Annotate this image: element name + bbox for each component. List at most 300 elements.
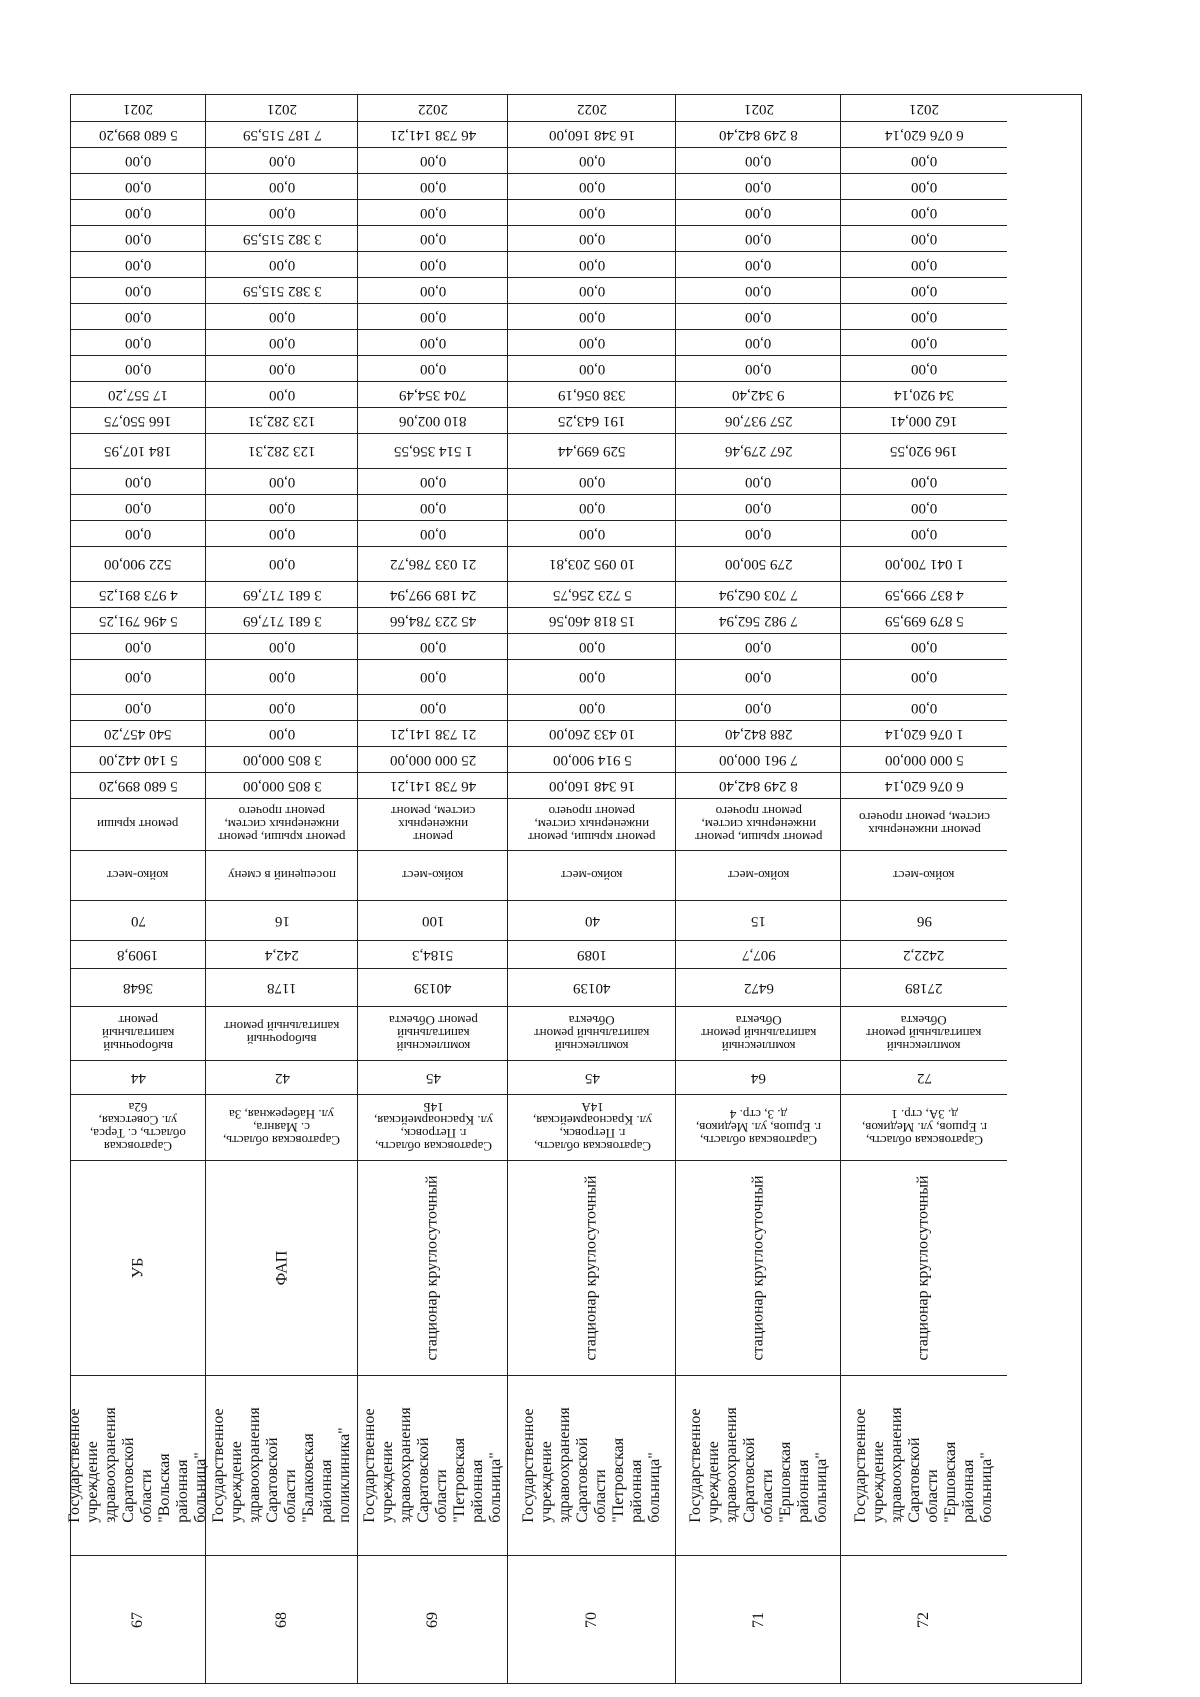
value-cell — [841, 277, 1007, 303]
value-cell — [71, 251, 205, 277]
repair-kind-cell — [206, 798, 358, 850]
value-cell — [676, 355, 841, 381]
value-cell — [71, 659, 205, 694]
value-cell — [358, 381, 508, 407]
value-cell — [71, 407, 205, 433]
value-cell — [71, 720, 205, 746]
value-cell — [676, 147, 841, 173]
value-cell — [206, 468, 358, 494]
value-cell-text: 0,00 — [745, 525, 772, 542]
value-cell-text: 6 076 620,14 — [884, 777, 964, 794]
value-cell — [841, 433, 1007, 468]
repair-kind-cell-text: ремонт крыши, ремонт инженерных систем, ремонт прочего — [528, 803, 656, 845]
value-cell-text: 0,00 — [745, 699, 772, 716]
value-cell — [676, 303, 841, 329]
institution-cell-text: Государственное учреждение здравоохранения Саратовской области "Петровская районная больница" — [360, 1407, 504, 1523]
value-cell-text: 0,00 — [124, 525, 152, 542]
value-cell — [508, 633, 676, 659]
work-kind-cell — [358, 1006, 508, 1060]
capacity-unit-cell-text: койко-мест — [561, 867, 623, 883]
value-cell — [358, 251, 508, 277]
value-cell-text: 21 033 786,72 — [389, 556, 477, 572]
value-cell-text: 0,00 — [910, 525, 938, 542]
value-cell — [358, 581, 508, 607]
value-cell-text: 45 223 784,66 — [389, 612, 477, 629]
value-cell — [206, 433, 358, 468]
value-cell — [676, 225, 841, 251]
capacity-unit-cell — [676, 850, 841, 900]
value-cell — [358, 355, 508, 381]
value-cell — [71, 303, 205, 329]
capacity-cell-text: 70 — [130, 912, 146, 929]
value-cell — [206, 121, 358, 147]
value-cell-text: 0,00 — [268, 308, 296, 325]
value-cell — [508, 546, 676, 581]
value-cell — [841, 225, 1007, 251]
row-number-cell — [676, 1555, 841, 1685]
value-cell — [841, 659, 1007, 694]
value-cell — [841, 407, 1007, 433]
institution-cell-text: Государственное учреждение здравоохранения Саратовской области "Балаковская районная поликлиника" — [209, 1407, 353, 1523]
value-cell — [508, 381, 676, 407]
value-cell — [508, 329, 676, 355]
value-cell — [676, 468, 841, 494]
value-cell-text: 267 279,46 — [724, 443, 793, 459]
value-cell — [71, 633, 205, 659]
object-type-cell — [841, 1160, 1007, 1375]
area-repair-cell-text: 5184,3 — [412, 946, 454, 963]
value-cell-text: 10 433 260,00 — [548, 725, 636, 742]
value-cell — [358, 694, 508, 720]
value-cell-text: 0,00 — [910, 638, 938, 655]
value-cell — [358, 147, 508, 173]
code-cell-text: 72 — [916, 1069, 932, 1086]
value-cell — [676, 251, 841, 277]
value-cell — [508, 303, 676, 329]
value-cell-text: 257 937,06 — [724, 412, 793, 429]
value-cell — [841, 520, 1007, 546]
value-cell-text: 0,00 — [419, 152, 447, 169]
code-cell — [841, 1060, 1007, 1094]
value-cell — [71, 746, 205, 772]
value-cell-text: 5 723 256,75 — [552, 586, 632, 603]
value-cell — [508, 607, 676, 633]
value-cell-text: 0,00 — [745, 256, 772, 273]
value-cell — [206, 251, 358, 277]
value-cell — [841, 468, 1007, 494]
value-cell-text: 5 680 899,20 — [98, 126, 178, 143]
value-cell-text: 0,00 — [124, 473, 152, 490]
value-cell-text: 0,00 — [268, 334, 296, 351]
row-number-cell — [508, 1555, 676, 1685]
value-cell — [71, 546, 205, 581]
code-cell — [206, 1060, 358, 1094]
value-cell-text: 7 703 062,94 — [719, 586, 798, 603]
area-repair-cell-text: 1909,8 — [117, 946, 159, 963]
value-cell-text: 0,00 — [910, 669, 938, 685]
code-cell-text: 44 — [130, 1069, 146, 1086]
value-cell-text: 0,00 — [419, 256, 447, 273]
object-type-cell-text: ФАП — [273, 1250, 290, 1285]
value-cell-text: 166 550,75 — [104, 412, 172, 429]
address-cell-text: Саратовская область, г. Ершов, ул. Медиков, д. 3, стр. 4 — [696, 1106, 821, 1148]
value-cell — [676, 772, 841, 798]
value-cell-text: 16 348 160,00 — [548, 126, 636, 143]
value-cell-text: 5 000 000,00 — [884, 751, 964, 768]
value-cell — [206, 720, 358, 746]
value-cell — [508, 277, 676, 303]
area-total-cell — [841, 968, 1007, 1006]
capacity-cell — [358, 900, 508, 940]
value-cell-text: 0,00 — [578, 230, 606, 247]
capacity-unit-cell-text: койко-мест — [727, 867, 790, 883]
value-cell — [71, 121, 205, 147]
capacity-unit-cell — [206, 850, 358, 900]
value-cell-text: 0,00 — [578, 256, 606, 273]
value-cell-text: 8 249 842,40 — [719, 777, 798, 794]
value-cell — [358, 277, 508, 303]
repair-kind-cell — [358, 798, 508, 850]
value-cell — [841, 381, 1007, 407]
row-number-cell — [358, 1555, 508, 1685]
value-cell-text: 540 457,20 — [104, 725, 172, 742]
table-column-69 — [357, 95, 508, 1683]
value-cell — [206, 581, 358, 607]
value-cell — [508, 659, 676, 694]
value-cell — [206, 694, 358, 720]
value-cell — [206, 147, 358, 173]
value-cell — [71, 433, 205, 468]
value-cell-text: 0,00 — [419, 499, 447, 516]
value-cell — [841, 303, 1007, 329]
row-number-text: 72 — [915, 1612, 932, 1628]
value-cell — [358, 95, 508, 121]
work-kind-cell-text: выборочный капитальный ремонт — [224, 1019, 340, 1047]
capacity-cell — [508, 900, 676, 940]
value-cell — [508, 173, 676, 199]
value-cell — [508, 407, 676, 433]
code-cell — [358, 1060, 508, 1094]
area-repair-cell — [358, 940, 508, 968]
value-cell — [676, 720, 841, 746]
value-cell — [358, 329, 508, 355]
table-column-68 — [205, 95, 358, 1683]
value-cell-text: 0,00 — [910, 152, 938, 169]
address-cell-text: Саратовская область, г. Петровск, ул. Красноармейская, 14Б — [373, 1100, 493, 1154]
value-cell-text: 0,00 — [268, 204, 296, 221]
area-repair-cell-text: 2422,2 — [903, 946, 945, 963]
value-cell-text: 3 382 515,59 — [242, 230, 322, 247]
value-cell-text: 0,00 — [910, 178, 938, 195]
value-cell-text: 3 805 000,00 — [242, 751, 322, 768]
value-cell-text: 25 000 000,00 — [389, 751, 477, 768]
value-cell — [841, 772, 1007, 798]
value-cell-text: 0,00 — [910, 360, 938, 377]
value-cell — [206, 199, 358, 225]
code-cell — [676, 1060, 841, 1094]
value-cell-text: 0,00 — [419, 282, 447, 299]
work-kind-cell-text: комплексный капитальный ремонт Объекта — [866, 1012, 982, 1054]
value-cell-text: 0,00 — [419, 525, 447, 542]
work-kind-cell — [508, 1006, 676, 1060]
value-cell-text: 10 095 203,81 — [548, 556, 636, 572]
repair-kind-cell-text: ремонт инженерных систем, ремонт — [390, 803, 476, 845]
address-cell — [508, 1094, 676, 1160]
object-type-cell-text: стационар круглосуточный — [749, 1174, 767, 1361]
value-cell-text: 0,00 — [578, 525, 606, 542]
repair-kind-cell — [676, 798, 841, 850]
value-cell — [508, 121, 676, 147]
value-cell-text: 0,00 — [578, 499, 606, 516]
value-cell-text: 162 000,41 — [890, 412, 958, 429]
capacity-cell — [71, 900, 205, 940]
value-cell — [206, 95, 358, 121]
value-cell — [841, 581, 1007, 607]
value-cell — [358, 520, 508, 546]
value-cell-text: 0,00 — [419, 230, 447, 247]
repair-kind-cell-text: ремонт крыши — [97, 816, 179, 832]
area-repair-cell-text: 242,4 — [265, 946, 299, 963]
value-cell-text: 5 496 791,25 — [98, 612, 178, 629]
address-cell-text: Саратовская область, г. Ершов, ул. Медиков, д. 3А, стр. 1 — [861, 1106, 987, 1148]
value-cell — [206, 407, 358, 433]
value-cell-text: 0,00 — [124, 230, 152, 247]
value-cell-text: 2022 — [418, 100, 448, 117]
value-cell-text: 46 738 141,21 — [389, 126, 477, 143]
value-cell — [508, 95, 676, 121]
value-cell-text: 1 076 620,14 — [884, 725, 964, 742]
value-cell-text: 0,00 — [578, 473, 606, 490]
value-cell — [358, 659, 508, 694]
area-total-cell-text: 27189 — [905, 979, 943, 996]
value-cell-text: 0,00 — [745, 178, 772, 195]
value-cell — [676, 659, 841, 694]
value-cell — [206, 303, 358, 329]
value-cell — [71, 147, 205, 173]
value-cell-text: 0,00 — [910, 230, 938, 247]
code-cell-text: 64 — [751, 1069, 766, 1086]
value-cell-text: 0,00 — [745, 282, 772, 299]
value-cell-text: 0,00 — [268, 256, 296, 273]
value-cell-text: 0,00 — [578, 669, 606, 685]
value-cell — [676, 581, 841, 607]
area-total-cell — [206, 968, 358, 1006]
value-cell — [676, 433, 841, 468]
value-cell-text: 0,00 — [910, 499, 938, 516]
work-kind-cell — [676, 1006, 841, 1060]
value-cell-text: 0,00 — [419, 178, 447, 195]
work-kind-cell-text: выборочный капитальный ремонт — [101, 1012, 175, 1054]
capacity-cell-text: 96 — [916, 912, 932, 929]
value-cell — [206, 520, 358, 546]
address-cell-text: Саратовская область, с. Маянга, ул. Набережная, 3а — [223, 1106, 341, 1148]
value-cell — [841, 633, 1007, 659]
area-total-cell-text: 40139 — [414, 979, 452, 996]
value-cell-text: 0,00 — [268, 525, 296, 542]
code-cell — [508, 1060, 676, 1094]
code-cell-text: 45 — [425, 1069, 441, 1086]
value-cell — [206, 225, 358, 251]
value-cell — [676, 407, 841, 433]
value-cell-text: 0,00 — [419, 669, 447, 685]
value-cell — [71, 95, 205, 121]
institution-cell — [841, 1375, 1007, 1555]
code-cell — [71, 1060, 205, 1094]
value-cell-text: 8 249 842,40 — [719, 126, 798, 143]
value-cell — [841, 720, 1007, 746]
area-repair-cell — [71, 940, 205, 968]
value-cell — [508, 468, 676, 494]
capacity-unit-cell — [508, 850, 676, 900]
institution-cell — [508, 1375, 676, 1555]
value-cell — [508, 251, 676, 277]
institution-cell — [206, 1375, 358, 1555]
work-kind-cell-text: комплексный капитальный ремонт Объекта — [700, 1012, 817, 1054]
value-cell-text: 0,00 — [268, 725, 296, 742]
value-cell-text: 9 342,40 — [732, 386, 785, 403]
value-cell — [676, 95, 841, 121]
value-cell-text: 704 354,49 — [399, 386, 467, 403]
value-cell — [508, 694, 676, 720]
value-cell-text: 46 738 141,21 — [389, 777, 477, 794]
value-cell-text: 123 282,31 — [248, 412, 316, 429]
value-cell-text: 15 818 460,56 — [548, 612, 636, 629]
value-cell-text: 2021 — [743, 100, 774, 117]
value-cell-text: 0,00 — [745, 360, 772, 377]
value-cell — [508, 746, 676, 772]
value-cell — [841, 199, 1007, 225]
value-cell — [841, 95, 1007, 121]
work-kind-cell-text: комплексный капитальный ремонт Объекта — [388, 1012, 478, 1054]
work-kind-cell-text: комплексный капитальный ремонт Объекта — [534, 1012, 650, 1054]
value-cell — [508, 581, 676, 607]
address-cell — [71, 1094, 205, 1160]
value-cell-text: 0,00 — [419, 473, 447, 490]
value-cell-text: 0,00 — [268, 360, 296, 377]
capacity-unit-cell — [71, 850, 205, 900]
value-cell-text: 0,00 — [578, 308, 606, 325]
value-cell — [676, 746, 841, 772]
value-cell — [71, 607, 205, 633]
value-cell-text: 0,00 — [124, 152, 152, 169]
row-number-text: 70 — [583, 1612, 600, 1628]
area-repair-cell — [676, 940, 841, 968]
object-type-cell — [71, 1160, 205, 1375]
object-type-cell-text: УБ — [128, 1257, 146, 1278]
value-cell-text: 0,00 — [745, 334, 772, 351]
value-cell-text: 0,00 — [268, 152, 296, 169]
institution-cell — [358, 1375, 508, 1555]
value-cell — [841, 147, 1007, 173]
value-cell-text: 810 002,06 — [399, 412, 467, 429]
value-cell-text: 0,00 — [124, 699, 152, 716]
value-cell — [841, 546, 1007, 581]
value-cell — [508, 772, 676, 798]
value-cell-text: 0,00 — [124, 638, 152, 655]
table-column-71 — [675, 95, 841, 1683]
value-cell-text: 24 189 997,94 — [389, 586, 477, 603]
value-cell-text: 0,00 — [910, 256, 938, 273]
value-cell — [71, 355, 205, 381]
value-cell-text: 0,00 — [910, 308, 938, 325]
value-cell-text: 0,00 — [578, 334, 606, 351]
value-cell-text: 0,00 — [268, 638, 296, 655]
value-cell-text: 0,00 — [419, 360, 447, 377]
address-cell-text: Саратовская область, с. Терса, ул. Советская, 62а — [90, 1100, 186, 1154]
value-cell-text: 0,00 — [124, 308, 152, 325]
value-cell — [841, 355, 1007, 381]
object-type-cell-text: стационар круглосуточный — [915, 1174, 932, 1361]
capacity-unit-cell-text: койко-мест — [402, 867, 464, 883]
value-cell — [71, 772, 205, 798]
value-cell-text: 2022 — [577, 100, 607, 117]
object-type-cell-text: стационар круглосуточный — [424, 1174, 441, 1361]
row-number-text: 68 — [273, 1612, 290, 1628]
value-cell — [206, 633, 358, 659]
capacity-cell-text: 16 — [274, 912, 290, 929]
value-cell — [71, 494, 205, 520]
value-cell-text: 0,00 — [910, 473, 938, 490]
value-cell — [71, 694, 205, 720]
value-cell — [206, 494, 358, 520]
value-cell — [206, 772, 358, 798]
value-cell-text: 184 107,95 — [104, 443, 172, 459]
value-cell-text: 0,00 — [745, 230, 772, 247]
value-cell — [841, 173, 1007, 199]
value-cell-text: 123 282,31 — [248, 443, 316, 459]
value-cell-text: 0,00 — [124, 360, 152, 377]
capacity-cell-text: 100 — [421, 912, 445, 929]
value-cell — [358, 494, 508, 520]
value-cell — [841, 121, 1007, 147]
value-cell-text: 0,00 — [419, 204, 447, 221]
value-cell — [676, 546, 841, 581]
repair-kind-cell-text: ремонт инженерных систем, ремонт прочего — [858, 810, 990, 838]
value-cell-text: 196 920,55 — [890, 443, 958, 459]
value-cell-text: 4 973 891,25 — [98, 586, 178, 603]
value-cell — [358, 746, 508, 772]
value-cell-text: 0,00 — [578, 178, 606, 195]
value-cell-text: 0,00 — [745, 669, 772, 685]
value-cell — [676, 520, 841, 546]
value-cell — [841, 251, 1007, 277]
row-number-cell — [206, 1555, 358, 1685]
area-total-cell — [508, 968, 676, 1006]
value-cell — [841, 329, 1007, 355]
area-repair-cell-text: 1089 — [577, 946, 607, 963]
capacity-unit-cell-text: посещений в смену — [228, 867, 336, 883]
value-cell — [358, 433, 508, 468]
area-repair-cell — [206, 940, 358, 968]
value-cell-text: 0,00 — [419, 308, 447, 325]
address-cell — [206, 1094, 358, 1160]
institution-cell — [676, 1375, 841, 1555]
capacity-unit-cell-text: койко-мест — [107, 867, 169, 883]
value-cell — [676, 173, 841, 199]
value-cell-text: 288 842,40 — [724, 725, 793, 742]
area-total-cell-text: 3648 — [123, 979, 153, 996]
value-cell — [71, 329, 205, 355]
value-cell — [206, 546, 358, 581]
value-cell-text: 0,00 — [745, 499, 772, 516]
area-total-cell-text: 6472 — [743, 979, 774, 996]
value-cell — [71, 520, 205, 546]
value-cell — [676, 381, 841, 407]
value-cell-text: 6 076 620,14 — [884, 126, 964, 143]
code-cell-text: 42 — [274, 1069, 290, 1086]
capacity-cell-text: 15 — [751, 912, 766, 929]
value-cell — [508, 720, 676, 746]
